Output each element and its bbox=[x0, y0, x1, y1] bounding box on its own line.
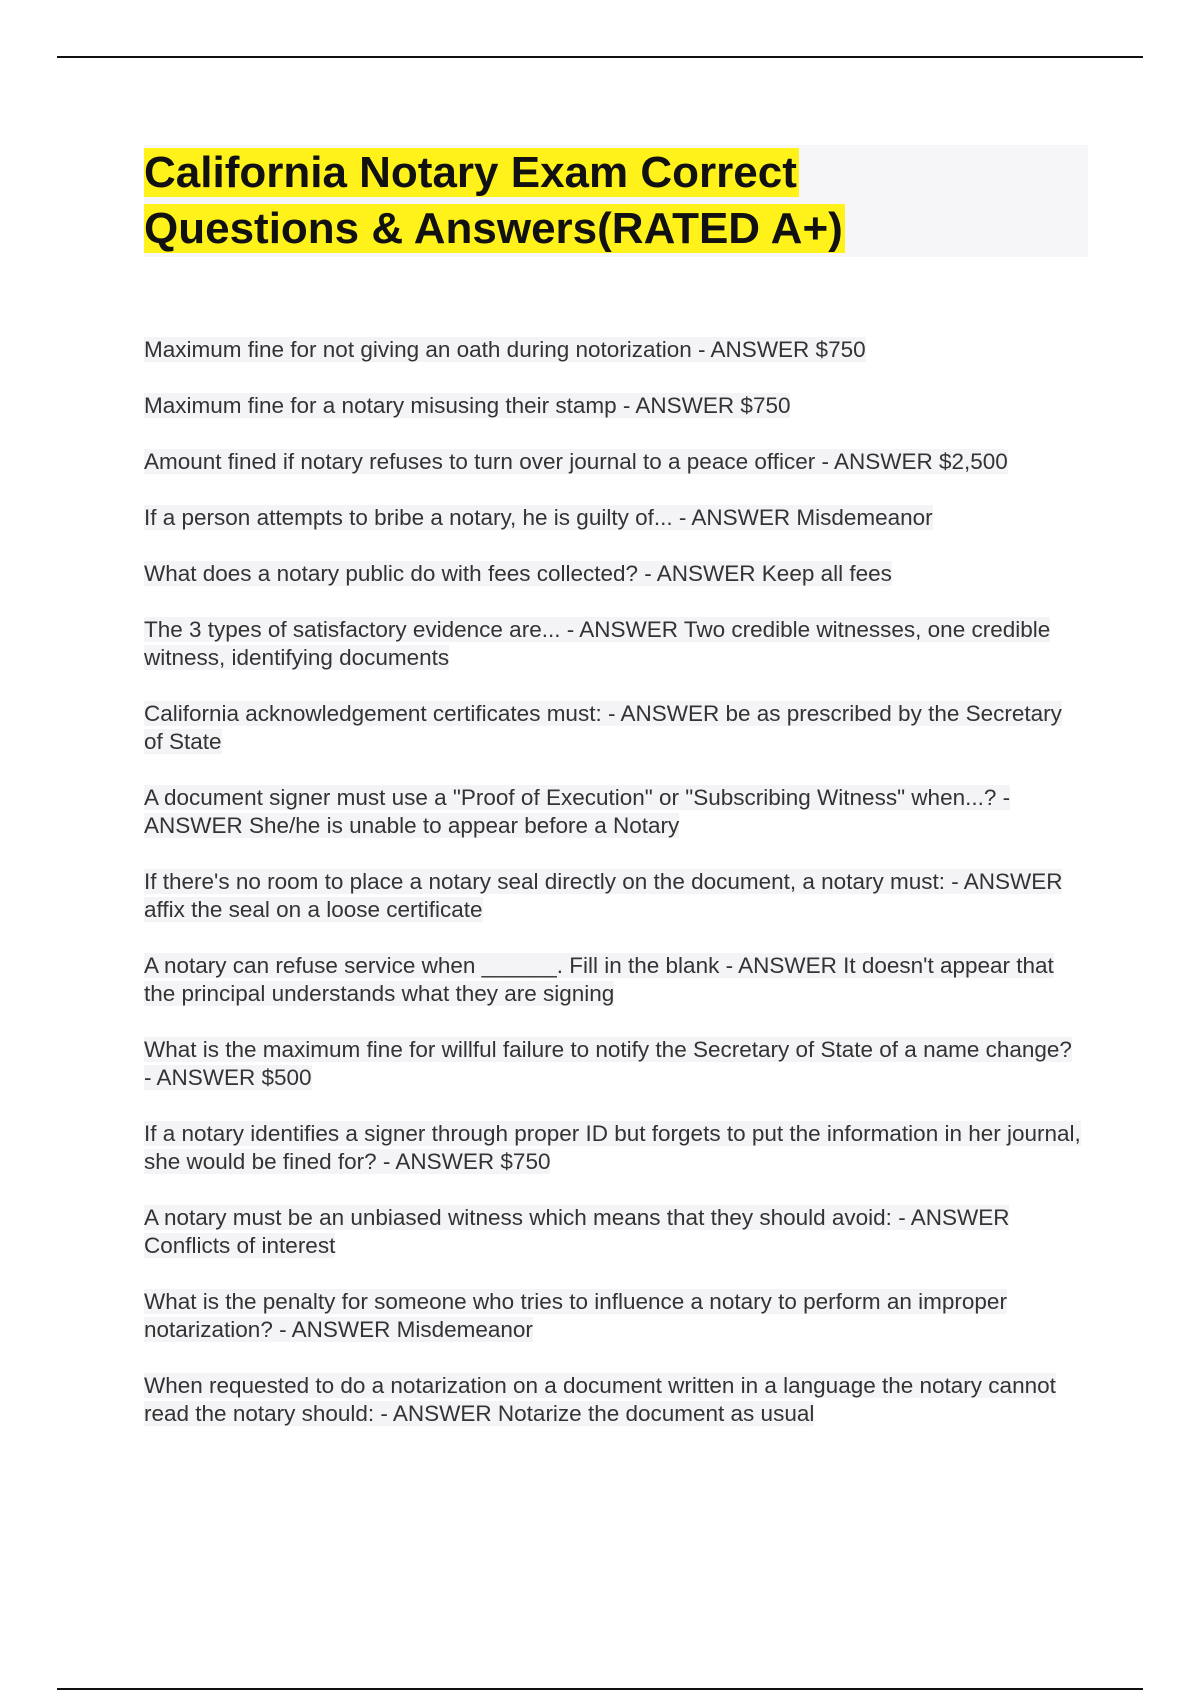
title-block bbox=[144, 145, 1088, 257]
qa-text: If a notary identifies a signer through proper ID but forgets to put the information in her journal, she would be fined for? - ANSWER $750 bbox=[144, 1121, 1081, 1174]
qa-item bbox=[144, 952, 1084, 1008]
qa-text: What is the maximum fine for willful failure to notify the Secretary of State of a name change? - ANSWER $500 bbox=[144, 1037, 1072, 1090]
qa-item bbox=[144, 1372, 1084, 1428]
qa-item bbox=[144, 1204, 1084, 1260]
qa-item bbox=[144, 1036, 1084, 1092]
qa-text: When requested to do a notarization on a document written in a language the notary cannot read the notary should: - ANSWER Notarize the document as usual bbox=[144, 1373, 1056, 1426]
qa-text: A document signer must use a "Proof of Execution" or "Subscribing Witness" when...? - ANSWER She/he is unable to appear before a Notary bbox=[144, 785, 1011, 838]
qa-item bbox=[144, 1120, 1084, 1176]
qa-item bbox=[144, 448, 1084, 476]
qa-item bbox=[144, 1288, 1084, 1344]
qa-item bbox=[144, 616, 1084, 672]
qa-text: What is the penalty for someone who tries to influence a notary to perform an improper notarization? - ANSWER Misdemeanor bbox=[144, 1289, 1007, 1342]
qa-text: A notary must be an unbiased witness which means that they should avoid: - ANSWER Conflicts of interest bbox=[144, 1205, 1010, 1258]
qa-text: If there's no room to place a notary seal directly on the document, a notary must: - ANSWER affix the seal on a loose certificate bbox=[144, 869, 1063, 922]
qa-item bbox=[144, 784, 1084, 840]
qa-text: Maximum fine for a notary misusing their stamp - ANSWER $750 bbox=[144, 393, 791, 418]
qa-item bbox=[144, 504, 1084, 532]
top-rule bbox=[57, 56, 1143, 58]
qa-text: A notary can refuse service when ______. Fill in the blank - ANSWER It doesn't appear that the principal understands what they are signing bbox=[144, 953, 1054, 1006]
qa-item bbox=[144, 336, 1084, 364]
qa-list bbox=[144, 336, 1084, 1456]
qa-text: What does a notary public do with fees collected? - ANSWER Keep all fees bbox=[144, 561, 892, 586]
qa-item bbox=[144, 560, 1084, 588]
qa-text: The 3 types of satisfactory evidence are... - ANSWER Two credible witnesses, one credible witness, identifying documents bbox=[144, 617, 1051, 670]
bottom-rule bbox=[57, 1688, 1143, 1690]
qa-item bbox=[144, 700, 1084, 756]
title-line-1: California Notary Exam Correct bbox=[144, 148, 797, 197]
qa-text: Maximum fine for not giving an oath during notorization - ANSWER $750 bbox=[144, 337, 866, 362]
qa-item bbox=[144, 392, 1084, 420]
page-title bbox=[144, 145, 944, 257]
qa-text: California acknowledgement certificates must: - ANSWER be as prescribed by the Secretary of State bbox=[144, 701, 1062, 754]
title-line-2: Questions & Answers(RATED A+) bbox=[144, 204, 843, 253]
qa-text: Amount fined if notary refuses to turn over journal to a peace officer - ANSWER $2,500 bbox=[144, 449, 1008, 474]
qa-text: If a person attempts to bribe a notary, he is guilty of... - ANSWER Misdemeanor bbox=[144, 505, 933, 530]
qa-item bbox=[144, 868, 1084, 924]
